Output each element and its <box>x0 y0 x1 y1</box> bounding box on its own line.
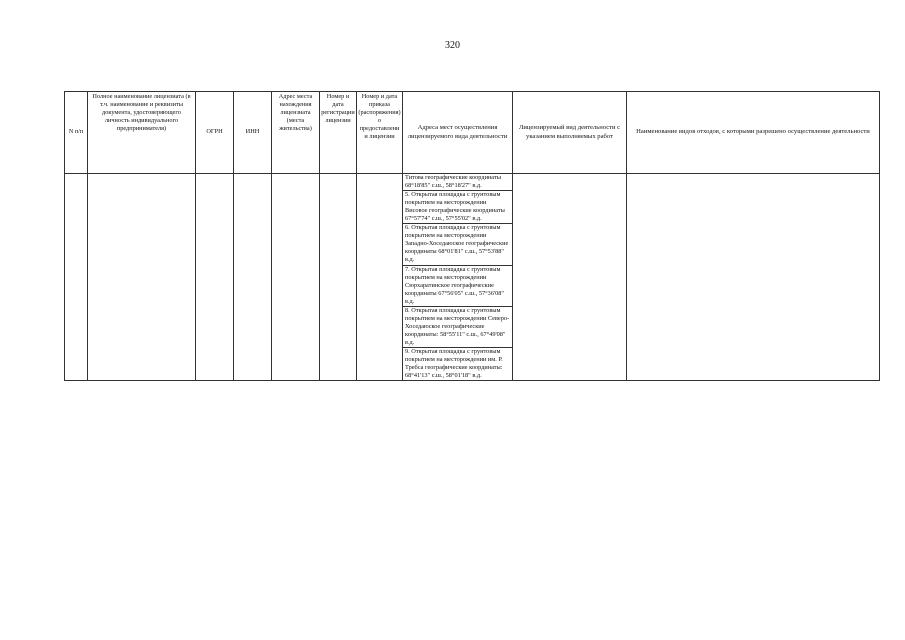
cell-waste-types <box>627 174 880 381</box>
cell-activity-addresses <box>403 174 513 381</box>
header-registration: Номер и дата регистрации лицензии <box>320 92 357 174</box>
site-entry: 8. Открытая площадка с грунтовым покрытием на месторождении Северо-Хоседаюское географические координаты: 58°55'11" с.ш., 67°49'08" в.д. <box>403 307 512 348</box>
table-row <box>65 174 880 381</box>
cell-ogrn <box>196 174 234 381</box>
site-entry: 6. Открытая площадка с грунтовым покрытием на месторождении Западно-Хоседаюское географические координаты 68°01'81" с.ш., 57°53'88" в.д. <box>403 224 512 265</box>
site-entry: 5. Открытая площадка с грунтовым покрытием на месторождении Висовое географические координаты 67°57'74" с.ш., 57°55'02" в.д. <box>403 191 512 224</box>
license-registry-table <box>64 91 880 381</box>
header-order: Номер и дата приказа (распоряжения) о предоставлении лицензии <box>357 92 403 174</box>
cell-activity-type <box>513 174 627 381</box>
site-entry: 9. Открытая площадка с грунтовым покрытием на месторождении им. Р. Требса географические координаты: 68°41'13" с.ш., 58°01'18" в.д. <box>405 347 503 380</box>
cell-inn <box>234 174 272 381</box>
page-number: 320 <box>445 40 460 51</box>
header-activity-type: Лицензируемый вид деятельности с указанием выполняемых работ <box>513 92 627 174</box>
site-entry: Титова географические координаты 68°18'85" с.ш., 58°18'27" в.д. <box>403 174 512 191</box>
header-ogrn: ОГРН <box>196 92 234 174</box>
header-inn: ИНН <box>234 92 272 174</box>
cell-num <box>65 174 88 381</box>
cell-full-name <box>88 174 196 381</box>
header-address: Адрес места нахождения лицензиата (места жительства) <box>272 92 320 174</box>
header-row <box>65 92 880 174</box>
cell-address <box>272 174 320 381</box>
header-activity-addresses: Адреса мест осуществления лицензируемого вида деятельности <box>403 92 513 174</box>
header-full-name: Полное наименование лицензиата (в т.ч. наименование и реквизиты документа, удостоверяющего личность индивидуального предпринимателя) <box>88 92 196 174</box>
cell-registration <box>320 174 357 381</box>
header-num: N п/п <box>65 92 88 174</box>
header-waste-types: Наименование видов отходов, с которыми разрешено осуществление деятельности <box>627 92 880 174</box>
site-entry: 7. Открытая площадка с грунтовым покрытием на месторождении Сюрхаратинское географические координаты 67°56'05" с.ш., 57°36'08" в.д. <box>403 266 512 307</box>
cell-order <box>357 174 403 381</box>
